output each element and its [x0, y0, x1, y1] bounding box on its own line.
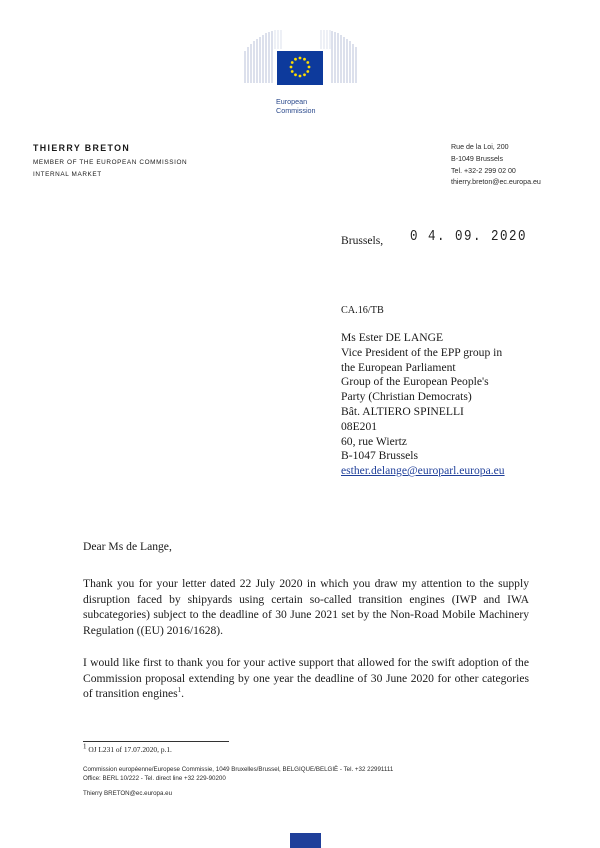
- recipient-line: 60, rue Wiertz: [341, 434, 407, 448]
- logo-text: [276, 98, 316, 115]
- recipient-line: Vice President of the EPP group in: [341, 345, 503, 359]
- address-street: Rue de la Loi, 200: [451, 143, 509, 151]
- reference-code: CA.16/TB: [341, 305, 384, 316]
- logo-text-line2: Commission: [276, 105, 316, 115]
- address-email: thierry.breton@ec.europa.eu: [451, 178, 541, 186]
- logo-text-line1: European: [276, 97, 308, 106]
- sender-portfolio: INTERNAL MARKET: [33, 171, 102, 178]
- address-city: B-1049 Brussels: [451, 155, 504, 163]
- sender-title: MEMBER OF THE EUROPEAN COMMISSION: [33, 159, 188, 166]
- footnote-number: 1: [83, 742, 87, 751]
- recipient-line: Ms Ester DE LANGE: [341, 331, 444, 344]
- recipient-line: Group of the European People's: [341, 375, 489, 389]
- salutation: Dear Ms de Lange,: [83, 540, 172, 553]
- recipient-block: [341, 331, 505, 479]
- eu-flag: [277, 51, 323, 85]
- recipient-line: 08E201: [341, 419, 378, 433]
- paragraph-2: [83, 655, 529, 702]
- page-bottom-bar: [290, 833, 321, 848]
- paragraph-2-end: .: [181, 687, 185, 701]
- footnote-divider: [83, 741, 229, 742]
- footer-office: Office: BERL 10/222 - Tel. direct line +32 229-90200: [83, 775, 226, 782]
- footnote: [83, 742, 172, 754]
- sender-name: THIERRY BRETON: [33, 143, 131, 153]
- paragraph-2-text: I would like first to thank you for your active support that allowed for the swift adoption of the Commission proposal extending by one year the deadline of 30 June 2020 for other categories of transition engines: [83, 656, 529, 701]
- recipient-line: Party (Christian Democrats): [341, 390, 472, 404]
- recipient-email-link[interactable]: esther.delange@europarl.europa.eu: [341, 464, 505, 478]
- date-stamp: 0 4. 09. 2020: [410, 228, 528, 245]
- recipient-line: B-1047 Brussels: [341, 449, 418, 463]
- footnote-text: OJ L231 of 17.07.2020, p.1.: [86, 745, 172, 754]
- footer-address: Commission européenne/Europese Commissie, 1049 Bruxelles/Brussel, BELGIQUE/BELGIË - Tel. +32 22991111: [83, 766, 394, 773]
- date-city: Brussels,: [341, 234, 384, 247]
- recipient-line: Bât. ALTIERO SPINELLI: [341, 404, 464, 418]
- address-tel: Tel. +32-2 299 02 00: [451, 167, 516, 175]
- recipient-line: the European Parliament: [341, 360, 456, 374]
- paragraph-1: Thank you for your letter dated 22 July 2020 in which you draw my attention to the supply disruption faced by shipyards using certain so-called transition engines (IWP and IWA subcategories) subject to the deadline of 30 June 2021 set by the Non-Road Mobile Machinery Regulation ((EU) 2016/1628).: [83, 577, 529, 637]
- footnote-reference: 1: [177, 686, 182, 695]
- footer-email: Thierry BRETON@ec.europa.eu: [83, 790, 173, 797]
